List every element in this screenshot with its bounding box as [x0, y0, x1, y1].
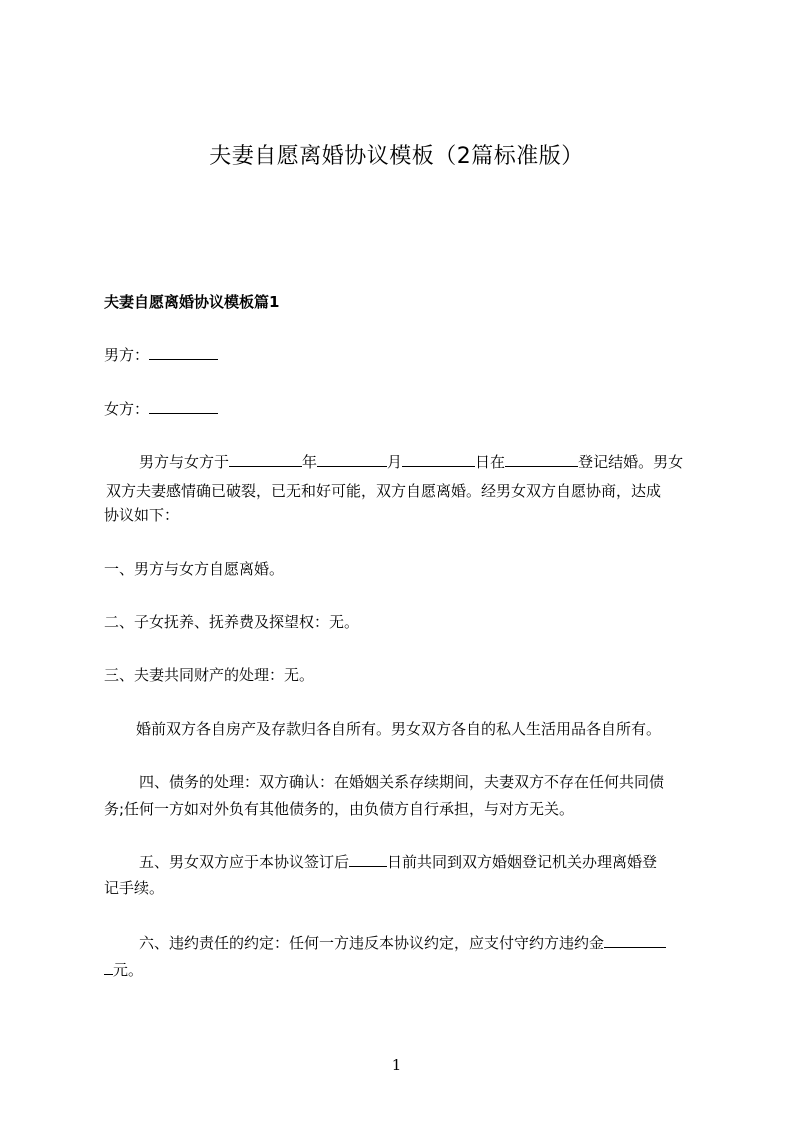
marriage-statement-line2: 双方夫妻感情确已破裂，已无和好可能，双方自愿离婚。经男女双方自愿协商，达成 — [106, 482, 662, 500]
husband-line — [104, 341, 700, 369]
clause-1: 一、男方与女方自愿离婚。 — [104, 560, 285, 578]
wife-label: 女方： — [104, 400, 150, 418]
husband-name-blank — [149, 344, 218, 360]
penalty-amount-blank — [604, 932, 666, 948]
year-blank — [229, 451, 302, 467]
clause-2: 二、子女抚养、抚养费及探望权：无。 — [104, 613, 360, 631]
clause-4-line1: 四、债务的处理：双方确认：在婚姻关系存续期间，夫妻双方不存在任何共同债 — [139, 773, 665, 791]
month-blank — [317, 451, 387, 467]
clause-6-line2 — [104, 956, 700, 984]
days-blank — [349, 851, 387, 867]
clause-5-text-cont: 日前共同到双方婚姻登记机关办理离婚登 — [387, 853, 658, 871]
clause-6-suffix: 元。 — [113, 961, 144, 979]
clause-3: 三、夫妻共同财产的处理：无。 — [104, 666, 315, 684]
marriage-statement-text: 男方与女方于 — [139, 453, 230, 471]
clause-6-text: 六、违约责任的约定：任何一方违反本协议约定，应支付守约方违约金 — [139, 934, 605, 952]
year-label: 年 — [302, 453, 318, 471]
marriage-statement-line1 — [139, 448, 700, 476]
clause-4-line2: 务;任何一方如对外负有其他债务的，由负债方自行承担，与对方无关。 — [104, 800, 575, 818]
document-title: 夫妻自愿离婚协议模板（2篇标准版） — [209, 144, 584, 169]
clause-5-text: 五、男女双方应于本协议签订后 — [139, 853, 350, 871]
clause-5-line2: 记手续。 — [104, 879, 165, 897]
wife-name-blank — [149, 398, 218, 414]
registered-text: 登记结婚。男女 — [578, 453, 684, 471]
registry-place-blank — [505, 451, 578, 467]
wife-line — [104, 395, 700, 423]
page-number: 1 — [391, 1056, 402, 1074]
month-label: 月 — [387, 453, 403, 471]
marriage-statement-line3: 协议如下： — [104, 506, 180, 524]
clause-5-line1 — [139, 848, 700, 876]
premarital-property: 婚前双方各自房产及存款归各自所有。男女双方各自的私人生活用品各自所有。 — [136, 720, 662, 738]
day-blank — [402, 451, 475, 467]
husband-label: 男方： — [104, 346, 150, 364]
section-heading: 夫妻自愿离婚协议模板篇1 — [104, 293, 280, 311]
day-label: 日在 — [475, 453, 506, 471]
penalty-amount-blank-cont — [104, 959, 113, 975]
clause-6-line1 — [139, 929, 700, 957]
